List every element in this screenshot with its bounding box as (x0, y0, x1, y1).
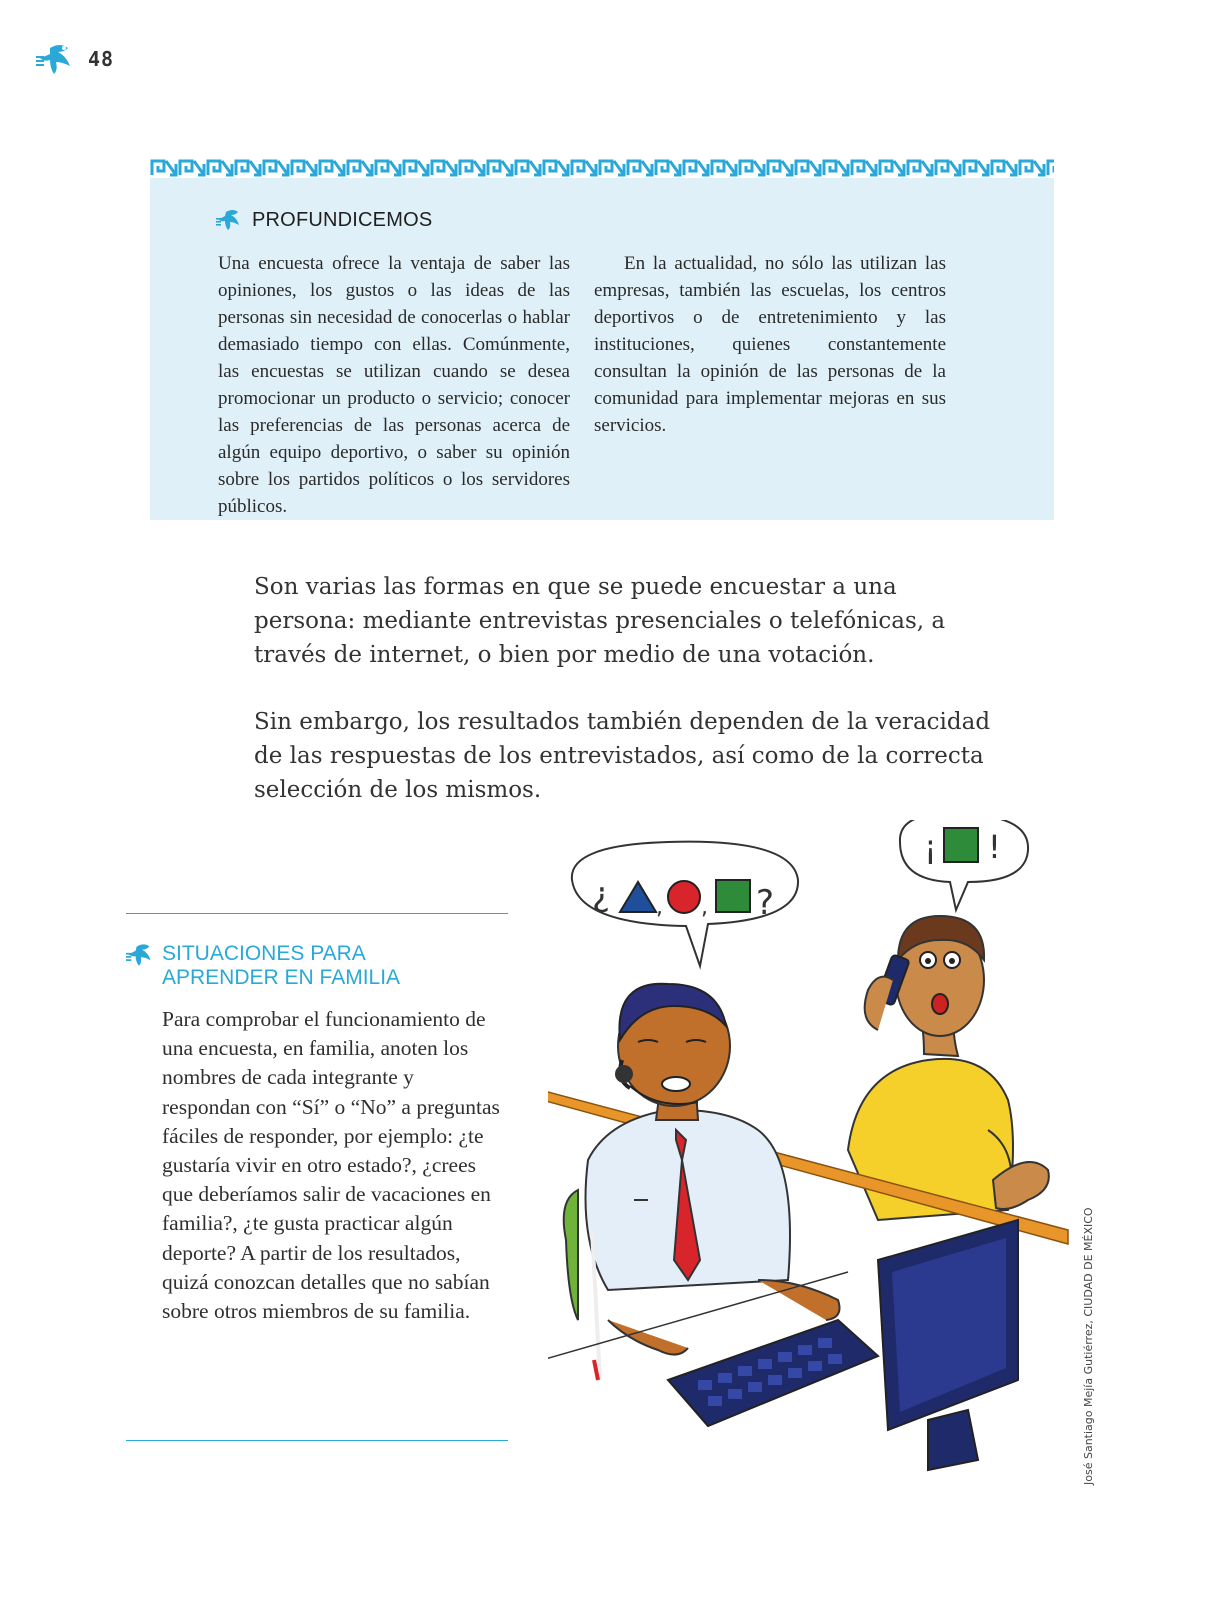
square-shape-right (944, 828, 978, 862)
bubble-comma-1: , (656, 895, 663, 920)
family-title: SITUACIONES PARA APRENDER EN FAMILIA (162, 942, 401, 989)
operator-man (564, 984, 840, 1380)
speech-bubble-exclamation (900, 820, 1028, 910)
family-text: Para comprobar el funcionamiento de una encuesta, en familia, anoten los nombres de cada integrante y respondan con “Sí” o “No” a preguntas fáciles de responder, por ejemplo: ¿te gustaría vivir en otro estado?, ¿crees que deberíamos salir de vacaciones en familia?, ¿te gusta practicar algún deporte? A partir de los resultados, quizá conozcan detalles que no sabían sobre otros miembros de su familia. (162, 1007, 500, 1324)
eagle-small-icon (216, 208, 246, 232)
profundicemos-column-right (594, 250, 946, 520)
profundicemos-heading (216, 208, 432, 232)
bubble-exclamation-open: ¡ (924, 828, 937, 866)
call-center-illustration (548, 820, 1072, 1475)
profundicemos-paragraph-2: En la actualidad, no sólo las utilizan las empresas, también las escuelas, los centros deportivos o de entretenimiento y las instituciones, quienes constantemente consultan la opinión de las personas de la comunidad para implementar mejoras en sus servicios. (594, 253, 946, 436)
intro-paragraph-2: Sin embargo, los resultados también dependen de la veracidad de las respuestas de los entrevistados, así como de la correcta selección de los mismos. (254, 709, 991, 803)
bubble-open-question-mark: ¿ (592, 875, 611, 915)
bubble-comma-2: , (701, 895, 708, 920)
eagle-small-icon (126, 942, 158, 968)
profundicemos-column-left (218, 250, 570, 520)
page-number: 48 (88, 47, 115, 71)
family-section-bottom-rule (126, 1440, 508, 1441)
family-heading (126, 942, 462, 990)
computer-monitor (878, 1220, 1018, 1470)
keyboard (668, 1320, 878, 1426)
speech-bubble-question (572, 842, 798, 966)
profundicemos-paragraph-1: Una encuesta ofrece la ventaja de saber las opiniones, los gustos o las ideas de las personas sin necesidad de conocerlas o hablar demasiado tiempo con ellas. Comúnmente, las encuestas se utilizan cuando se desea promocionar un producto o servicio; conocer las preferencias de las personas acerca de algún equipo deportivo, o saber su opinión sobre los partidos políticos o los servidores públicos. (218, 253, 570, 517)
greca-border (150, 158, 1054, 178)
profundicemos-box (150, 178, 1054, 520)
page-header (36, 42, 114, 76)
profundicemos-title: PROFUNDICEMOS (252, 208, 433, 231)
eagle-logo-icon (36, 42, 80, 76)
bubble-exclamation-close: ! (988, 828, 1001, 866)
square-shape (716, 880, 750, 912)
circle-shape (668, 881, 700, 913)
intro-paragraph-1: Son varias las formas en que se puede encuestar a una persona: mediante entrevistas presenciales o telefónicas, a través de internet, o bien por medio de una votación. (254, 574, 946, 668)
family-section-top-rule (126, 913, 508, 914)
profundicemos-text (218, 250, 946, 520)
illustration-credit: José Santiago Mejía Gutiérrez, CIUDAD DE MÉXICO (1082, 1207, 1095, 1485)
bubble-close-question-mark: ? (756, 883, 775, 923)
caller-man (848, 916, 1049, 1220)
